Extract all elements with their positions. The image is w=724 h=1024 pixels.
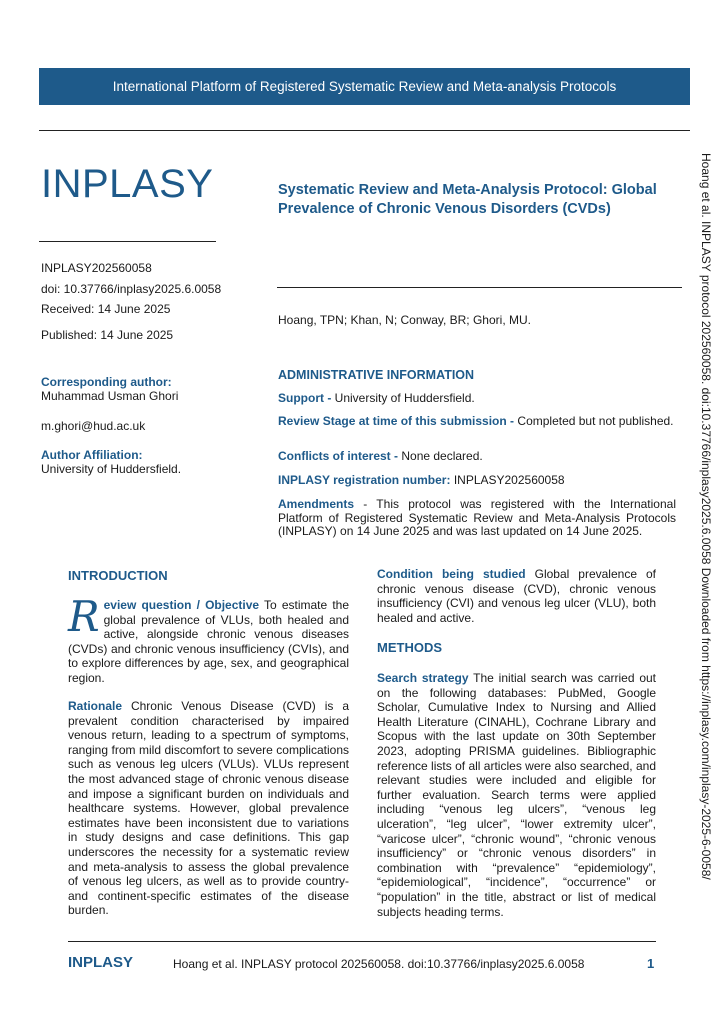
condition-label: Condition being studied xyxy=(377,567,526,581)
affiliation-value: University of Huddersfield. xyxy=(41,462,182,476)
inplasy-logo: INPLASY xyxy=(41,162,214,206)
condition-paragraph xyxy=(377,567,656,625)
search-strategy-label: Search strategy xyxy=(377,671,469,685)
doi: doi: 10.37766/inplasy2025.6.0058 xyxy=(41,282,222,296)
review-stage-value: Completed but not published. xyxy=(514,414,674,428)
registration-number-label: INPLASY registration number: xyxy=(278,473,451,487)
author-list: Hoang, TPN; Khan, N; Conway, BR; Ghori, MU. xyxy=(278,313,531,327)
methods-heading: METHODS xyxy=(377,640,442,655)
top-divider xyxy=(39,130,690,131)
rationale-label: Rationale xyxy=(68,699,123,713)
paper-title: Systematic Review and Meta-Analysis Protocol: Global Prevalence of Chronic Venous Disorders (CVDs) xyxy=(278,182,657,217)
dropcap-letter: R xyxy=(68,592,100,641)
condition-text: Global prevalence of chronic venous disease (CVD), chronic venous insufficiency (CVI) and venous leg ulcer (VLU), both healed and active. xyxy=(377,567,656,625)
header-banner: International Platform of Registered Systematic Review and Meta-analysis Protocols xyxy=(39,68,690,105)
footer-citation: Hoang et al. INPLASY protocol 202560058. doi:10.37766/inplasy2025.6.0058 xyxy=(173,957,585,971)
logo-divider xyxy=(39,241,216,242)
conflicts-label: Conflicts of interest - xyxy=(278,449,399,463)
support-line xyxy=(278,392,676,406)
side-citation: Hoang et al. INPLASY protocol 202560058. doi:10.37766/inplasy2025.6.0058 Downloaded from https://inplasy.com/inplasy-2025-6-0058/ xyxy=(699,153,713,880)
review-question-text: To estimate the global prevalence of VLUs, both healed and active, alongside chronic venous diseases (CVDs) and chronic venous insufficiency (CVIs), and to explore differences by age, sex, and geographical region. xyxy=(68,598,349,685)
rationale-paragraph xyxy=(68,699,349,918)
published-date: Published: 14 June 2025 xyxy=(41,328,174,342)
amendments-paragraph xyxy=(278,498,676,539)
registration-number-line xyxy=(278,474,676,488)
support-value: University of Huddersfield. xyxy=(331,391,475,405)
page-number: 1 xyxy=(647,956,655,971)
support-label: Support - xyxy=(278,391,332,405)
registration-id: INPLASY202560058 xyxy=(41,261,152,275)
affiliation-label: Author Affiliation: xyxy=(41,448,143,462)
footer-divider xyxy=(68,941,656,942)
review-stage-line xyxy=(278,415,676,429)
amendments-value: - This protocol was registered with the International Platform of Registered Systematic Review and Meta-Analysis Protocols (INPLASY) on 14 June 2025 and was last updated on 14 June 2025. xyxy=(278,497,676,538)
introduction-heading: INTRODUCTION xyxy=(68,568,168,583)
received-date: Received: 14 June 2025 xyxy=(41,302,171,316)
admin-heading: ADMINISTRATIVE INFORMATION xyxy=(278,368,475,382)
rationale-text: Chronic Venous Disease (CVD) is a prevalent condition characterised by impaired venous return, leading to a spectrum of symptoms, ranging from mild discomfort to severe complications such as venous leg ulcers (VLUs). VLUs represent the most advanced stage of chronic venous disease and impose a significant burden on individuals and healthcare systems. However, global prevalence estimates have been inconsistent due to variations in study designs and case definitions. This gap underscores the necessity for a systematic review and meta-analysis to assess the global prevalence of venous leg ulcers, as well as to provide country- and continent-specific estimates of the disease burden. xyxy=(68,699,349,918)
corresponding-author-name: Muhammad Usman Ghori xyxy=(41,389,179,403)
registration-number-value: INPLASY202560058 xyxy=(450,473,565,487)
conflicts-value: None declared. xyxy=(398,449,483,463)
review-question-label: eview question / Objective xyxy=(103,598,260,612)
review-question-paragraph xyxy=(68,592,349,686)
footer-logo: INPLASY xyxy=(68,954,134,971)
review-stage-label: Review Stage at time of this submission - xyxy=(278,414,515,428)
corresponding-author-label: Corresponding author: xyxy=(41,375,172,389)
search-strategy-text: The initial search was carried out on the following databases: PubMed, Google Scholar, Cumulative Index to Nursing and Allied Health Literature (CINAHL), Cochrane Library and Scopus with the last update on 30th September 2023, adopting PRISMA guidelines. Bibliographic reference lists of all articles were also searched, and relevant studies were included and eligible for further evaluation. Search terms were applied including “venous leg ulcers”, “venous leg ulceration”, “leg ulcer”, “lower extremity ulcer”, “varicose ulcer”, “chronic wound”, “chronic venous insufficiency” or “chronic venous disorders” in combination with “prevalence” “epidemiology”, “epidemiological”, “incidence”, “occurrence” or “population” in the title, abstract or list of medical subjects heading terms. xyxy=(377,671,657,919)
corresponding-author-email[interactable]: m.ghori@hud.ac.uk xyxy=(41,419,146,433)
search-strategy-paragraph xyxy=(377,671,656,919)
amendments-label: Amendments xyxy=(278,497,355,511)
conflicts-line xyxy=(278,450,676,464)
title-divider xyxy=(277,287,682,288)
